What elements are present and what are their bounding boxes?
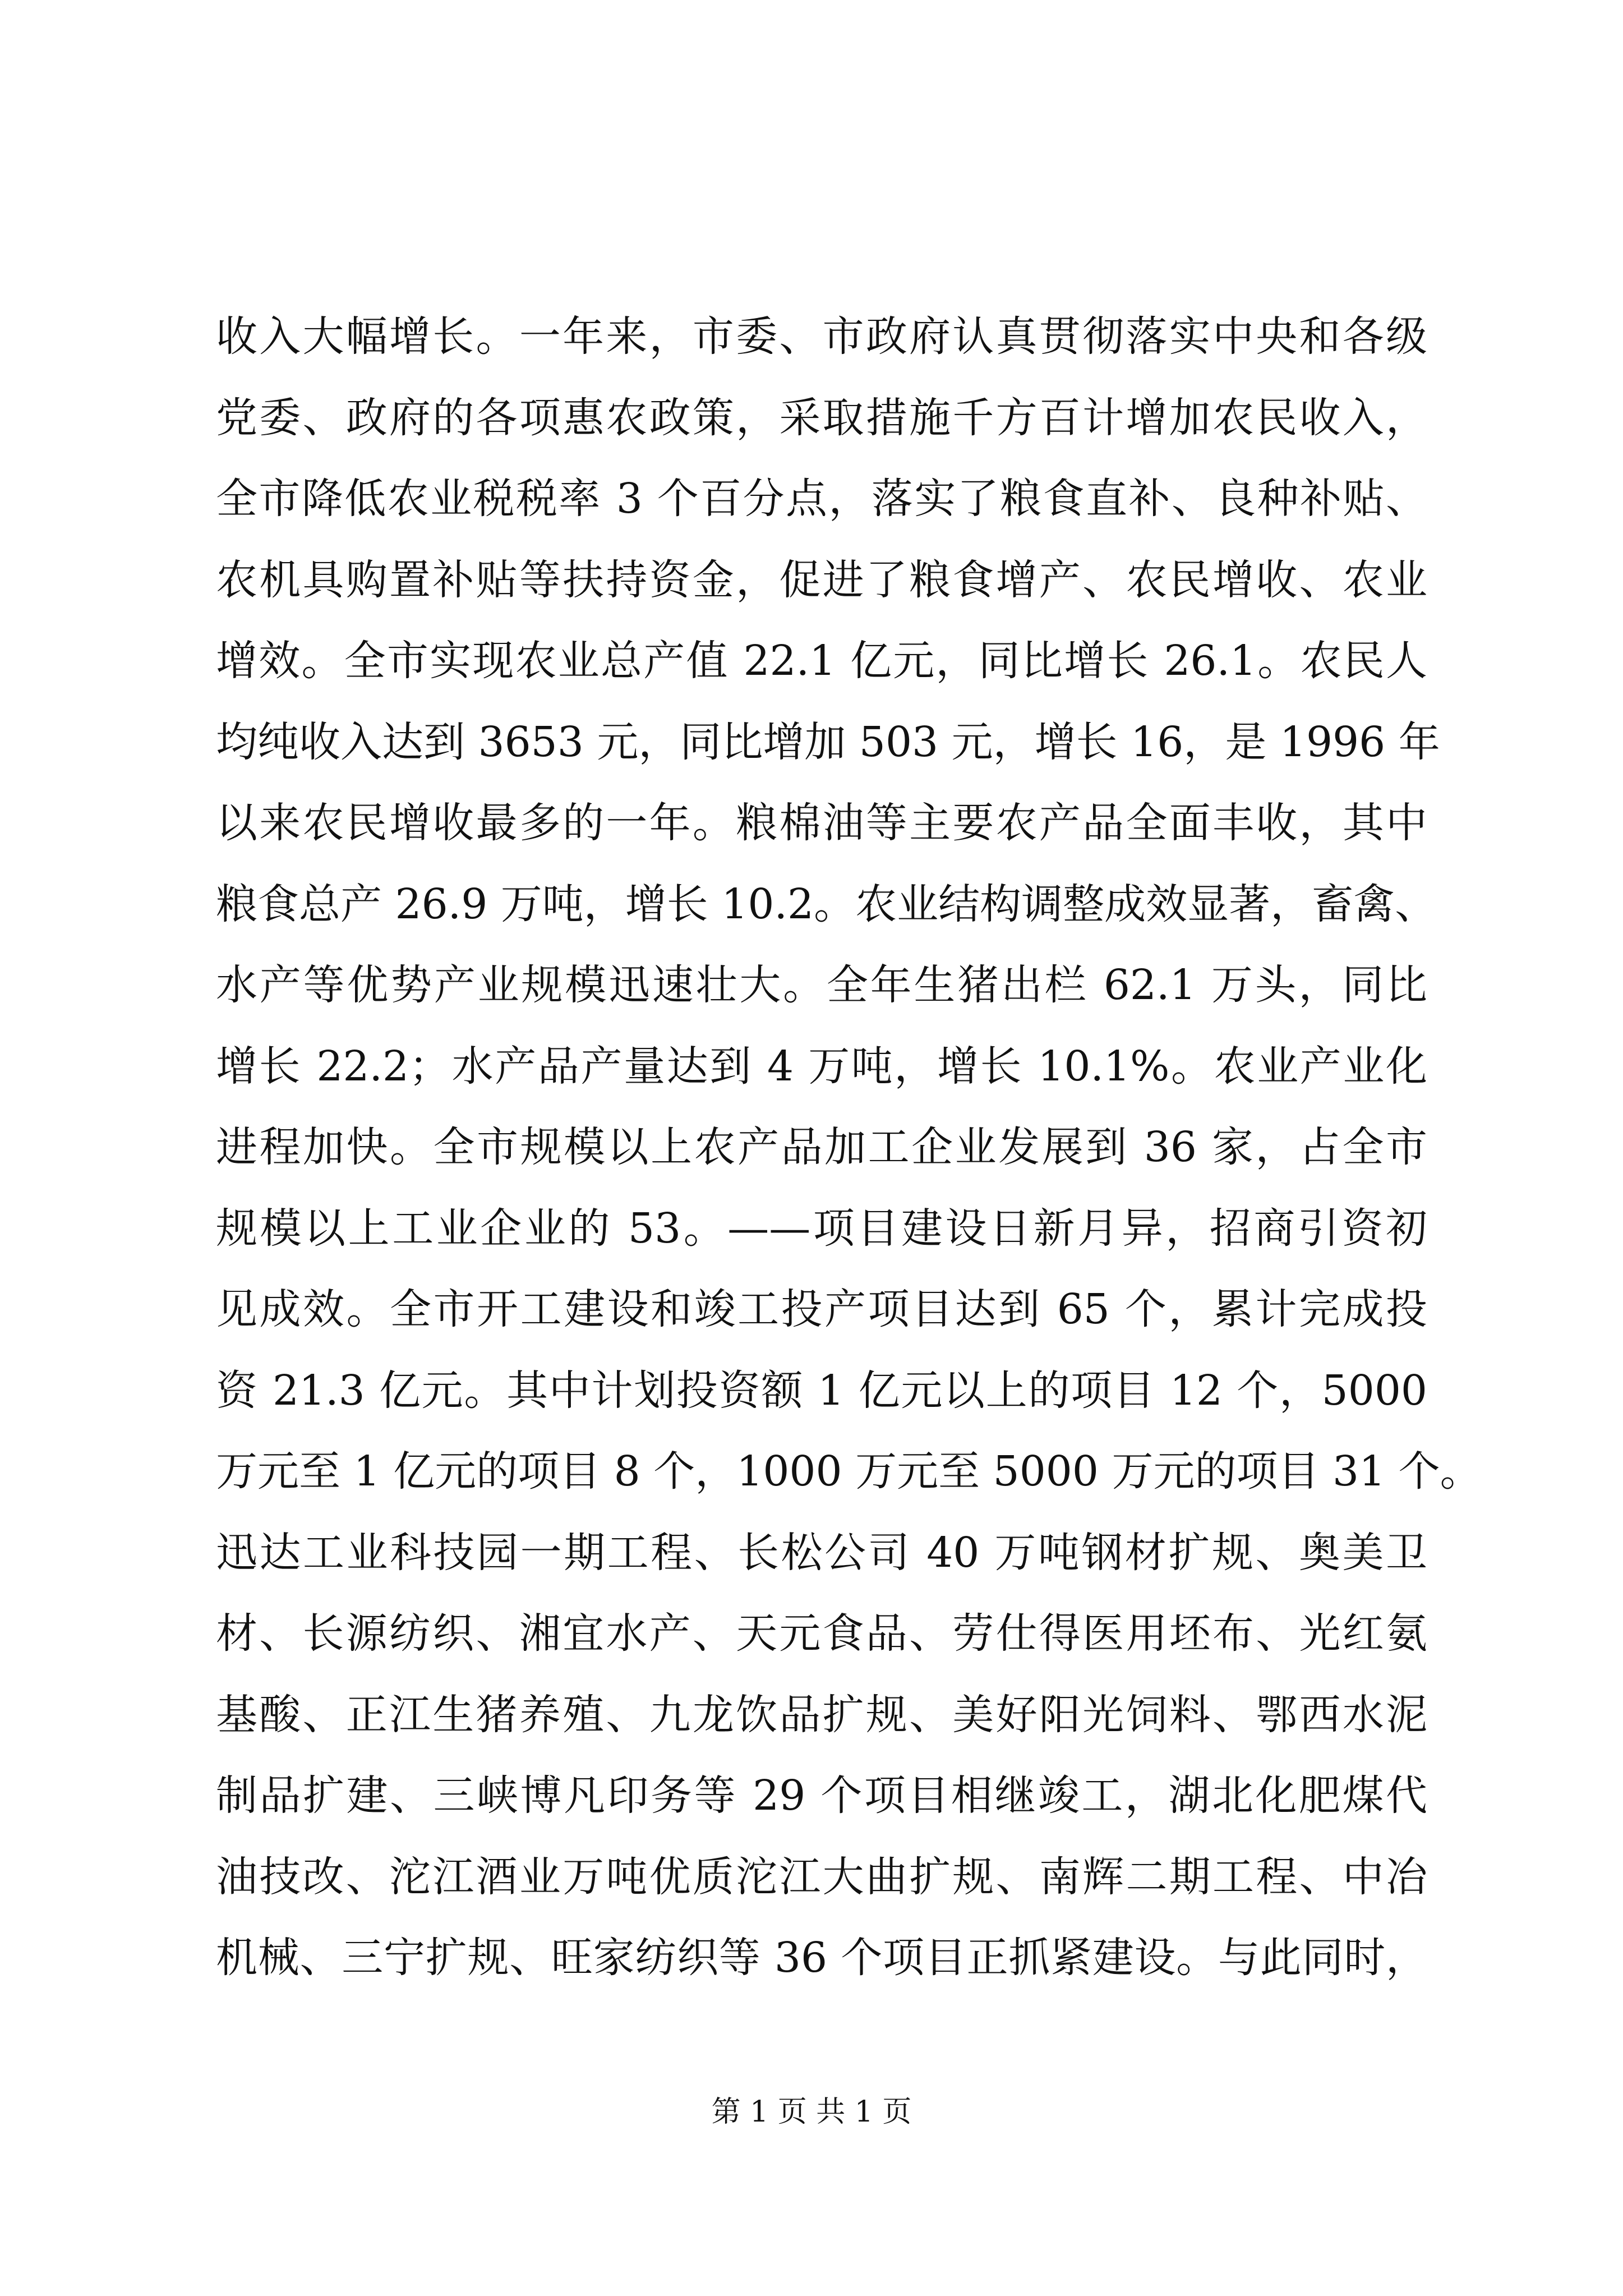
text-line: 全市降低农业税税率 3 个百分点，落实了粮食直补、良种补贴、 (216, 475, 1427, 523)
text-line: 增长 22.2；水产品产量达到 4 万吨，增长 10.1%。农业产业化 (216, 1042, 1427, 1091)
text-line: 材、长源纺织、湘宜水产、天元食品、劳仕得医用坯布、光红氨 (216, 1609, 1427, 1658)
text-line: 粮食总产 26.9 万吨，增长 10.2。农业结构调整成效显著，畜禽、 (216, 880, 1437, 928)
text-line: 见成效。全市开工建设和竣工投产项目达到 65 个，累计完成投 (216, 1285, 1427, 1333)
text-line: 基酸、正江生猪养殖、九龙饮品扩规、美好阳光饲料、鄂西水泥 (216, 1690, 1427, 1739)
text-line: 水产等优势产业规模迅速壮大。全年生猪出栏 62.1 万头，同比 (216, 961, 1427, 1009)
text-line: 资 21.3 亿元。其中计划投资额 1 亿元以上的项目 12 个，5000 (216, 1366, 1427, 1415)
text-line: 均纯收入达到 3653 元，同比增加 503 元，增长 16，是 1996 年 (216, 717, 1440, 766)
text-line: 规模以上工业企业的 53。——项目建设日新月异，招商引资初 (216, 1204, 1427, 1253)
body-text (216, 296, 1482, 1999)
text-line: 以来农民增收最多的一年。粮棉油等主要农产品全面丰收，其中 (216, 799, 1427, 847)
text-line: 收入大幅增长。一年来，市委、市政府认真贯彻落实中央和各级 (216, 312, 1427, 361)
text-line: 增效。全市实现农业总产值 22.1 亿元，同比增长 26.1。农民人 (216, 637, 1427, 685)
page-footer: 第 1 页 共 1 页 (711, 2095, 912, 2129)
text-line: 进程加快。全市规模以上农产品加工企业发展到 36 家，占全市 (216, 1123, 1427, 1171)
text-line: 迅达工业科技园一期工程、长松公司 40 万吨钢材扩规、奥美卫 (216, 1528, 1427, 1577)
text-line: 制品扩建、三峡博凡印务等 29 个项目相继竣工，湖北化肥煤代 (216, 1772, 1427, 1820)
text-line: 万元至 1 亿元的项目 8 个，1000 万元至 5000 万元的项目 31 个。 (216, 1447, 1482, 1496)
text-line: 油技改、沱江酒业万吨优质沱江大曲扩规、南辉二期工程、中冶 (216, 1852, 1427, 1901)
text-line: 党委、政府的各项惠农政策，采取措施千方百计增加农民收入， (216, 393, 1427, 442)
text-line: 农机具购置补贴等扶持资金，促进了粮食增产、农民增收、农业 (216, 555, 1427, 604)
text-line: 机械、三宁扩规、旺家纺织等 36 个项目正抓紧建设。与此同时， (216, 1934, 1427, 1982)
